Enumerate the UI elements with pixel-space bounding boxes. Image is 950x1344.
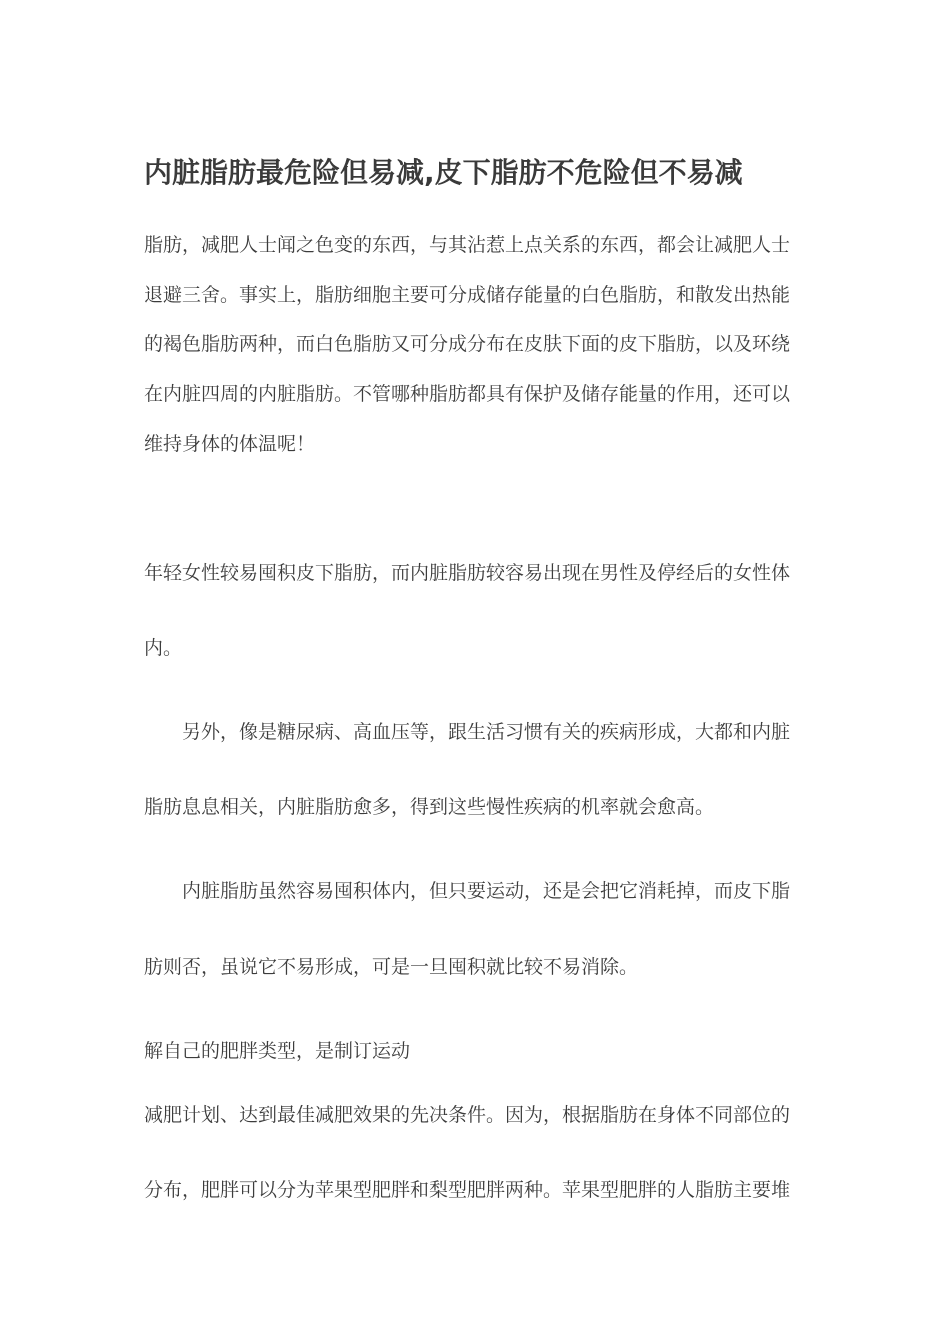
paragraph-2-line-2: 内。	[144, 637, 183, 659]
paragraph-3-line-1: 另外，像是糖尿病、高血压等，跟生活习惯有关的疾病形成，大都和内脏	[144, 721, 791, 743]
paragraph-4-line-2: 肪则否，虽说它不易形成，可是一旦囤积就比较不易消除。	[144, 956, 639, 978]
paragraph-2-line-1: 年轻女性较易囤积皮下脂肪，而内脏脂肪较容易出现在男性及停经后的女性体	[144, 562, 791, 584]
paragraph-3-line-2: 脂肪息息相关，内脏脂肪愈多，得到这些慢性疾病的机率就会愈高。	[144, 796, 715, 818]
article-title: 内脏脂肪最危险但易减,皮下脂肪不危险但不易减	[144, 156, 743, 189]
paragraph-6-line-1: 减肥计划、达到最佳减肥效果的先决条件。因为，根据脂肪在身体不同部位的	[144, 1104, 791, 1126]
paragraph-1-line-1: 脂肪，减肥人士闻之色变的东西，与其沾惹上点关系的东西，都会让减肥人士	[144, 234, 791, 256]
paragraph-1-line-5: 维持身体的体温呢！	[144, 433, 316, 455]
paragraph-1-line-4: 在内脏四周的内脏脂肪。不管哪种脂肪都具有保护及储存能量的作用，还可以	[144, 383, 791, 405]
paragraph-1-line-2: 退避三舍。事实上，脂肪细胞主要可分成储存能量的白色脂肪，和散发出热能	[144, 284, 791, 306]
paragraph-6-line-2: 分布，肥胖可以分为苹果型肥胖和梨型肥胖两种。苹果型肥胖的人脂肪主要堆	[144, 1179, 791, 1201]
paragraph-5-line-1: 解自己的肥胖类型，是制订运动	[144, 1040, 411, 1062]
paragraph-1-line-3: 的褐色脂肪两种，而白色脂肪又可分成分布在皮肤下面的皮下脂肪，以及环绕	[144, 333, 791, 355]
paragraph-4-line-1: 内脏脂肪虽然容易囤积体内，但只要运动，还是会把它消耗掉，而皮下脂	[144, 880, 791, 902]
